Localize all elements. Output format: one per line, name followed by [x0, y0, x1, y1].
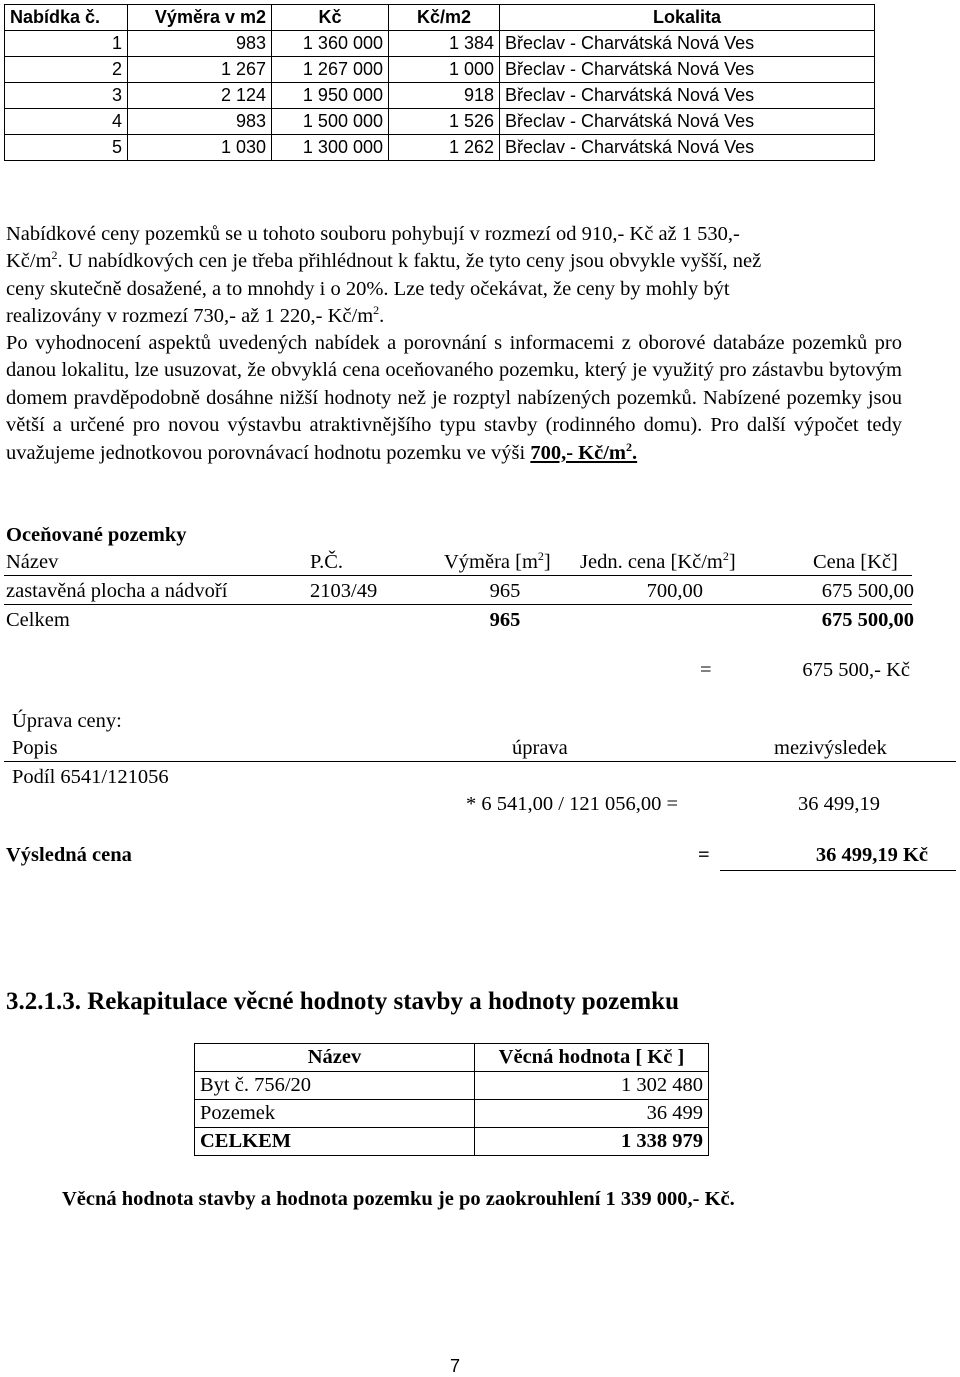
offer-price: 1 300 000 [272, 135, 389, 161]
recap-row-name: Byt č. 756/20 [195, 1072, 475, 1100]
paragraph-line [6, 248, 902, 275]
adjustment-header-rule [4, 761, 956, 762]
final-price-label: Výsledná cena [6, 844, 132, 866]
offer-number: 4 [5, 109, 128, 135]
recap-heading: 3.2.1.3. Rekapitulace věcné hodnoty stavby a hodnoty pozemku [6, 988, 679, 1015]
recap-row-name: Pozemek [195, 1100, 475, 1128]
offer-price: 1 500 000 [272, 109, 389, 135]
offer-price-per-m2: 1 384 [389, 31, 500, 57]
paragraph-text: realizovány v rozmezí 730,- až 1 220,- Kč/m [6, 305, 374, 328]
offers-table [4, 4, 875, 161]
offer-area: 1 267 [128, 57, 272, 83]
final-price-value: 36 499,19 Kč [815, 844, 928, 866]
final-price-underline [720, 870, 956, 871]
valued-land-total-price: 675 500,00 [821, 609, 914, 631]
valued-land-title: Oceňované pozemky [6, 524, 187, 546]
paragraph-line: ceny skutečně dosažené, a to mnohdy i o 20%. Lze tedy očekávat, že ceny by mohly být [6, 277, 730, 300]
offers-row [5, 31, 875, 57]
offer-price: 1 360 000 [272, 31, 389, 57]
adjustment-col-adj: úprava [512, 737, 568, 759]
adjustment-title: Úprava ceny: [12, 710, 122, 732]
offer-price-per-m2: 918 [389, 83, 500, 109]
share-result: 36 499,19 [798, 793, 880, 815]
unit-price-end: . [632, 441, 638, 464]
offer-price-per-m2: 1 000 [389, 57, 500, 83]
final-price-eq: = [698, 844, 710, 866]
recap-total-label: CELKEM [195, 1128, 475, 1156]
evaluation-paragraph [6, 330, 902, 467]
recap-col-value: Věcná hodnota [ Kč ] [475, 1044, 709, 1072]
valued-land-total-area: 965 [489, 609, 521, 631]
valued-land-total-label: Celkem [6, 609, 70, 631]
offer-area: 1 030 [128, 135, 272, 161]
recap-summary: Věcná hodnota stavby a hodnota pozemku je po zaokrouhlení 1 339 000,- Kč. [62, 1188, 735, 1210]
valued-land-eq-sign: = [700, 659, 712, 681]
recap-row-value: 1 302 480 [475, 1072, 709, 1100]
offers-row [5, 109, 875, 135]
paragraph-text: . U nabídkových cen je třeba přihlédnout k faktu, že tyto ceny jsou obvykle vyšší, než [57, 250, 762, 273]
offer-price-per-m2: 1 262 [389, 135, 500, 161]
valued-land-col-pc: P.Č. [310, 551, 344, 573]
offers-header-locality: Lokalita [500, 5, 875, 31]
valued-land-eq-value: 675 500,- Kč [802, 659, 910, 681]
col-area-end: ] [543, 551, 551, 573]
offer-number: 3 [5, 83, 128, 109]
offers-header-offer-no: Nabídka č. [5, 5, 128, 31]
offers-row [5, 57, 875, 83]
valued-land-row-area: 965 [489, 580, 521, 602]
offers-header-area: Výměra v m2 [128, 5, 272, 31]
col-area-text: Výměra [m [444, 551, 538, 573]
row-rule [4, 604, 912, 605]
share-label: Podíl 6541/121056 [12, 766, 169, 788]
adjustment-col-desc: Popis [12, 737, 58, 759]
recap-total-row [195, 1128, 709, 1156]
valued-land-row-pc: 2103/49 [310, 580, 378, 602]
offers-row [5, 135, 875, 161]
valued-land-col-area [444, 550, 551, 574]
paragraph-text: . [379, 305, 385, 328]
valued-land-row-price: 675 500,00 [821, 580, 914, 602]
offer-area: 2 124 [128, 83, 272, 109]
share-formula: * 6 541,00 / 121 056,00 = [466, 793, 679, 815]
offers-header-row [5, 5, 875, 31]
paragraph-line: Nabídkové ceny pozemků se u tohoto souboru pohybují v rozmezí od 910,- Kč až 1 530,- [6, 223, 740, 245]
offer-locality: Břeclav - Charvátská Nová Ves [500, 57, 875, 83]
superscript: 2 [537, 549, 544, 564]
offer-number: 5 [5, 135, 128, 161]
page-number: 7 [449, 1356, 460, 1376]
unit-price-value [530, 439, 638, 464]
offer-area: 983 [128, 31, 272, 57]
valued-land-row-unit: 700,00 [646, 580, 703, 602]
recap-col-name: Název [195, 1044, 475, 1072]
offer-number: 1 [5, 31, 128, 57]
recap-header-row [195, 1044, 709, 1072]
offer-price: 1 267 000 [272, 57, 389, 83]
offer-locality: Břeclav - Charvátská Nová Ves [500, 135, 875, 161]
paragraph-text: Po vyhodnocení aspektů uvedených nabídek a porovnání s informacemi z oborové databáze pozemků pro danou lokalitu, lze usuzovat, že obvyklá cena oceňovaného pozemku, který je využitý pro zástavbu bytovým domem pravděpodobně dosáhne nižší hodnoty než je rozptyl nabízených pozemků. Nabízené pozemky jsou větší a určené pro novou výstavbu atraktivnějšího typu stavby (rodinného domu). Pro další výpočet tedy uvažujeme jednotkovou porovnávací hodnotu pozemku ve výši [6, 332, 902, 464]
header-rule [4, 575, 912, 576]
price-range-paragraph [6, 221, 902, 331]
superscript: 2 [51, 248, 58, 263]
superscript: 2 [626, 439, 632, 454]
superscript: 2 [722, 549, 729, 564]
offer-area: 983 [128, 109, 272, 135]
recap-total-value: 1 338 979 [475, 1128, 709, 1156]
recap-row [195, 1100, 709, 1128]
offer-price-per-m2: 1 526 [389, 109, 500, 135]
valued-land-row-name: zastavěná plocha a nádvoří [6, 580, 228, 602]
offer-locality: Břeclav - Charvátská Nová Ves [500, 31, 875, 57]
col-unit-text: Jedn. cena [Kč/m [580, 551, 723, 573]
paragraph-text: Kč/m [6, 250, 52, 273]
col-unit-end: ] [728, 551, 736, 573]
valued-land-col-price: Cena [Kč] [813, 551, 898, 573]
unit-price-text: 700,- Kč/m [530, 441, 626, 464]
adjustment-col-sub: mezivýsledek [774, 737, 887, 759]
offer-number: 2 [5, 57, 128, 83]
offers-header-price: Kč [272, 5, 389, 31]
recap-table [194, 1043, 709, 1156]
offer-locality: Břeclav - Charvátská Nová Ves [500, 83, 875, 109]
offers-row [5, 83, 875, 109]
superscript: 2 [373, 303, 380, 318]
paragraph-line [6, 303, 902, 330]
offer-price: 1 950 000 [272, 83, 389, 109]
valued-land-col-name: Název [6, 551, 59, 573]
offers-header-price-per-m2: Kč/m2 [389, 5, 500, 31]
recap-row [195, 1072, 709, 1100]
valued-land-col-unit [580, 550, 736, 574]
offer-locality: Břeclav - Charvátská Nová Ves [500, 109, 875, 135]
recap-row-value: 36 499 [475, 1100, 709, 1128]
